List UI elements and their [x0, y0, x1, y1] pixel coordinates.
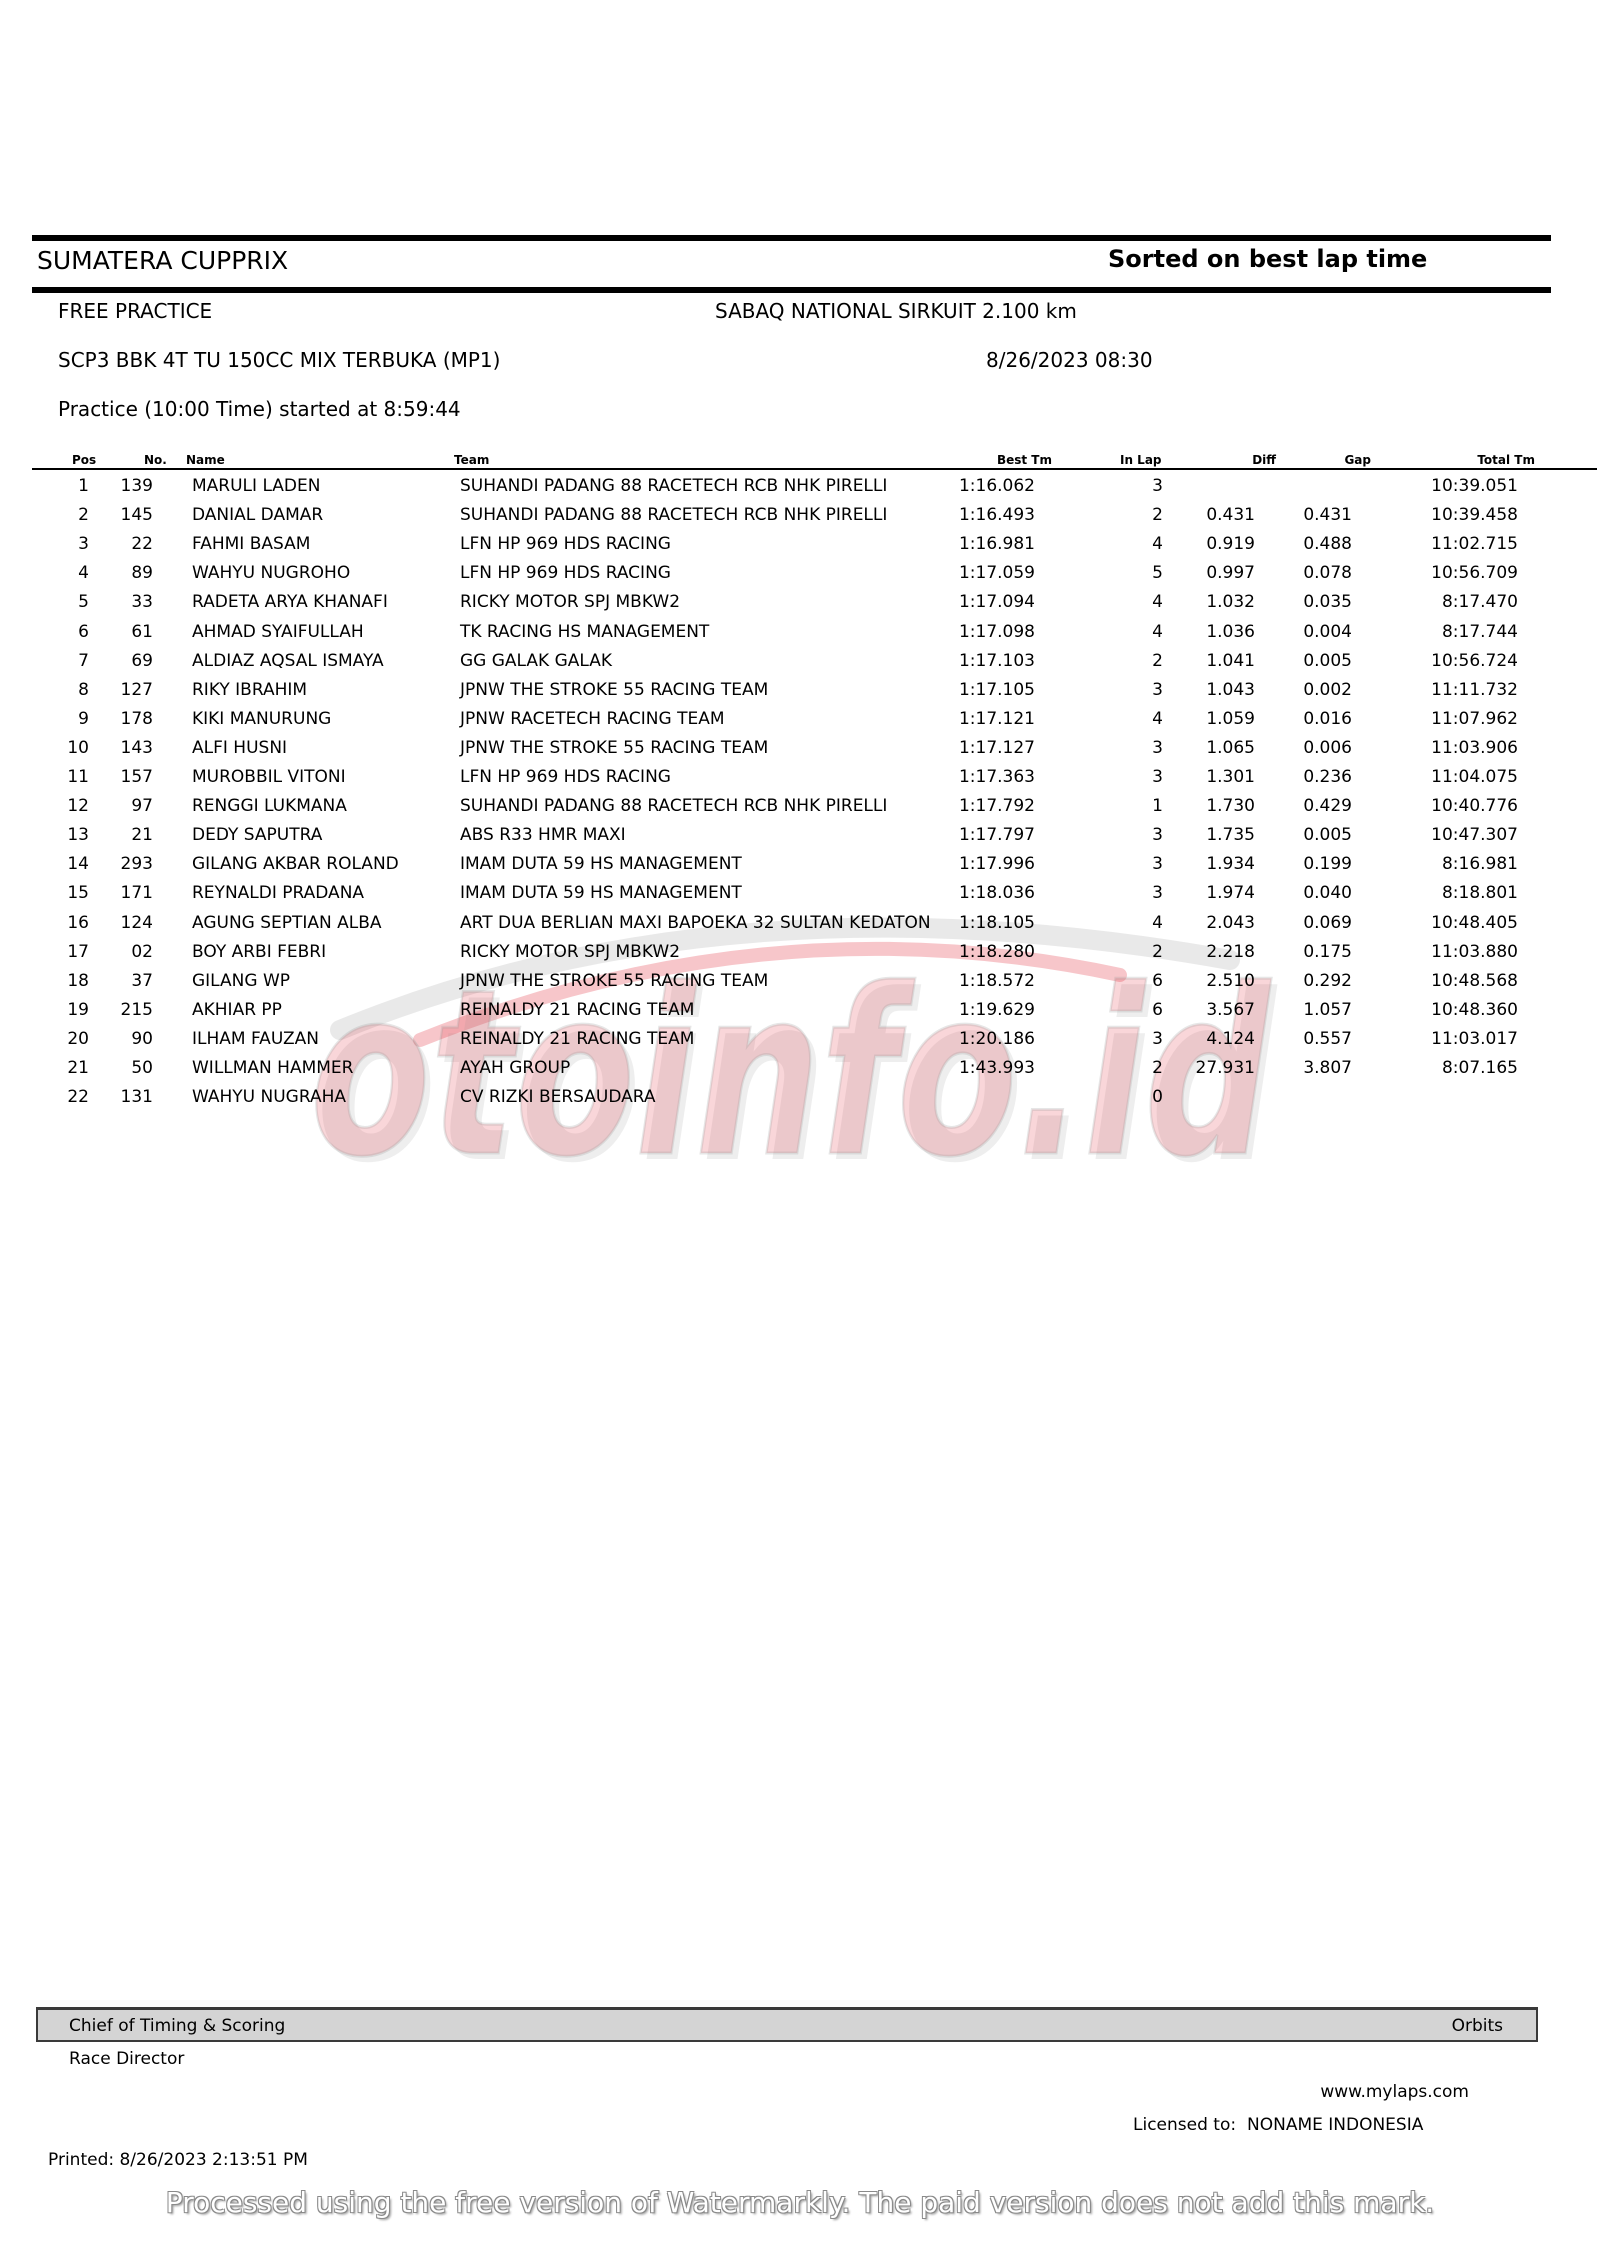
- cell-in-lap: 3: [1152, 737, 1163, 758]
- cell-diff: 1.065: [1206, 737, 1255, 758]
- cell-team: RICKY MOTOR SPJ MBKW2: [460, 941, 681, 962]
- cell-pos: 18: [67, 970, 89, 991]
- cell-diff: 1.301: [1206, 767, 1255, 787]
- cell-best: 1:17.059: [958, 563, 1035, 584]
- column-header-gap: Gap: [1344, 453, 1371, 467]
- header-rule: [32, 287, 1551, 293]
- top-rule: [32, 235, 1551, 241]
- cell-in-lap: 5: [1152, 563, 1163, 584]
- cell-total: 8:18.801: [1441, 883, 1518, 904]
- result-row: [0, 938, 1600, 967]
- cell-best: 1:18.036: [958, 883, 1035, 904]
- cell-total: 11:03.906: [1431, 737, 1518, 758]
- cell-name: ILHAM FAUZAN: [192, 1028, 319, 1049]
- cell-name: BOY ARBI FEBRI: [192, 941, 327, 962]
- cell-diff: 1.730: [1206, 796, 1255, 817]
- cell-total: 10:48.405: [1431, 912, 1518, 933]
- result-row: [0, 734, 1600, 763]
- cell-total: 11:07.962: [1431, 708, 1518, 729]
- cell-best: 1:17.996: [958, 854, 1035, 875]
- cell-gap: 0.175: [1303, 941, 1352, 962]
- cell-no: 178: [120, 708, 153, 729]
- cell-no: 89: [131, 563, 153, 584]
- cell-gap: 0.488: [1303, 534, 1352, 555]
- cell-diff: 1.974: [1206, 883, 1255, 904]
- cell-diff: 2.043: [1206, 912, 1255, 933]
- cell-team: ABS R33 HMR MAXI: [460, 825, 626, 846]
- cell-total: 10:39.051: [1431, 476, 1518, 496]
- sort-note: Sorted on best lap time: [1108, 245, 1428, 273]
- circuit-name: SABAQ NATIONAL SIRKUIT 2.100 km: [715, 299, 1077, 323]
- cell-total: 10:56.724: [1431, 650, 1518, 671]
- cell-diff: 1.043: [1206, 679, 1255, 700]
- cell-total: 11:03.017: [1431, 1028, 1518, 1049]
- cell-pos: 7: [78, 650, 89, 671]
- cell-pos: 2: [78, 505, 89, 526]
- cell-name: AHMAD SYAIFULLAH: [192, 621, 364, 642]
- cell-diff: 1.032: [1206, 592, 1255, 613]
- cell-team: IMAM DUTA 59 HS MANAGEMENT: [460, 854, 742, 875]
- cell-gap: 0.557: [1303, 1028, 1352, 1049]
- cell-gap: 0.006: [1303, 737, 1352, 758]
- cell-name: KIKI MANURUNG: [192, 708, 332, 729]
- cell-diff: 0.997: [1206, 563, 1255, 584]
- cell-total: 10:39.458: [1431, 505, 1518, 526]
- cell-team: REINALDY 21 RACING TEAM: [460, 999, 695, 1020]
- cell-pos: 22: [67, 1087, 89, 1108]
- cell-gap: 0.035: [1303, 592, 1352, 613]
- cell-gap: 0.431: [1303, 505, 1352, 526]
- cell-in-lap: 4: [1152, 912, 1163, 933]
- cell-no: 37: [131, 970, 153, 991]
- cell-no: 33: [131, 592, 153, 613]
- cell-best: 1:18.572: [958, 970, 1035, 991]
- cell-name: GILANG WP: [192, 970, 291, 991]
- session-type: FREE PRACTICE: [58, 299, 213, 323]
- cell-no: 127: [120, 679, 153, 700]
- cell-no: 21: [131, 825, 153, 846]
- cell-diff: 0.431: [1206, 505, 1255, 526]
- result-row: [0, 676, 1600, 705]
- cell-in-lap: 6: [1152, 999, 1163, 1020]
- cell-team: CV RIZKI BERSAUDARA: [460, 1087, 656, 1108]
- result-row: [0, 1054, 1600, 1083]
- cell-no: 171: [120, 883, 153, 904]
- cell-total: 10:56.709: [1431, 563, 1518, 584]
- licensee-name: NONAME INDONESIA: [1247, 2115, 1424, 2135]
- cell-no: 131: [120, 1087, 153, 1108]
- cell-no: 22: [131, 534, 153, 555]
- cell-gap: 1.057: [1303, 999, 1352, 1020]
- class-name: SCP3 BBK 4T TU 150CC MIX TERBUKA (MP1): [58, 348, 501, 372]
- cell-in-lap: 2: [1152, 1058, 1163, 1078]
- cell-name: GILANG AKBAR ROLAND: [192, 854, 399, 875]
- cell-total: 8:17.470: [1441, 592, 1518, 613]
- cell-pos: 13: [67, 825, 89, 846]
- cell-best: 1:17.792: [958, 796, 1035, 817]
- cell-name: DANIAL DAMAR: [192, 505, 324, 526]
- result-row: [0, 996, 1600, 1025]
- cell-no: 50: [131, 1058, 153, 1078]
- cell-team: LFN HP 969 HDS RACING: [460, 767, 671, 787]
- cell-diff: 0.919: [1206, 534, 1255, 555]
- cell-in-lap: 3: [1152, 679, 1163, 700]
- cell-in-lap: 2: [1152, 650, 1163, 671]
- cell-diff: 3.567: [1206, 999, 1255, 1020]
- website-text: www.mylaps.com: [1320, 2082, 1469, 2102]
- cell-best: 1:17.094: [958, 592, 1035, 613]
- cell-diff: 27.931: [1195, 1058, 1255, 1078]
- cell-diff: 1.059: [1206, 708, 1255, 729]
- result-row: [0, 705, 1600, 734]
- cell-in-lap: 3: [1152, 883, 1163, 904]
- cell-pos: 10: [67, 737, 89, 758]
- cell-team: SUHANDI PADANG 88 RACETECH RCB NHK PIRELLI: [460, 796, 888, 817]
- cell-name: ALFI HUSNI: [192, 737, 288, 758]
- result-row: [0, 647, 1600, 676]
- cell-total: 10:40.776: [1431, 796, 1518, 817]
- column-header-no: No.: [144, 453, 167, 467]
- cell-team: JPNW RACETECH RACING TEAM: [460, 708, 725, 729]
- cell-in-lap: 3: [1152, 767, 1163, 787]
- cell-name: FAHMI BASAM: [192, 534, 311, 555]
- cell-in-lap: 3: [1152, 854, 1163, 875]
- cell-gap: 0.016: [1303, 708, 1352, 729]
- result-row: [0, 850, 1600, 879]
- cell-pos: 4: [78, 563, 89, 584]
- cell-best: 1:20.186: [958, 1028, 1035, 1049]
- cell-pos: 1: [78, 476, 89, 496]
- result-row: [0, 588, 1600, 617]
- cell-total: 10:47.307: [1431, 825, 1518, 846]
- cell-in-lap: 0: [1152, 1087, 1163, 1108]
- cell-pos: 8: [78, 679, 89, 700]
- cell-total: 11:11.732: [1431, 679, 1518, 700]
- result-row: [0, 967, 1600, 996]
- cell-name: ALDIAZ AQSAL ISMAYA: [192, 650, 384, 671]
- cell-pos: 14: [67, 854, 89, 875]
- cell-best: 1:17.105: [958, 679, 1035, 700]
- cell-pos: 5: [78, 592, 89, 613]
- cell-diff: 2.510: [1206, 970, 1255, 991]
- cell-in-lap: 4: [1152, 708, 1163, 729]
- cell-name: WAHYU NUGRAHA: [192, 1087, 347, 1108]
- cell-diff: 1.036: [1206, 621, 1255, 642]
- cell-best: 1:17.098: [958, 621, 1035, 642]
- cell-diff: 4.124: [1206, 1028, 1255, 1049]
- cell-gap: 0.005: [1303, 650, 1352, 671]
- cell-best: 1:43.993: [958, 1058, 1035, 1078]
- cell-pos: 17: [67, 941, 89, 962]
- cell-pos: 6: [78, 621, 89, 642]
- result-row: [0, 1025, 1600, 1054]
- cell-best: 1:16.062: [958, 476, 1035, 496]
- cell-team: SUHANDI PADANG 88 RACETECH RCB NHK PIRELLI: [460, 505, 888, 526]
- result-row: [0, 1083, 1600, 1112]
- cell-gap: 0.078: [1303, 563, 1352, 584]
- result-row: [0, 501, 1600, 530]
- result-row: [0, 618, 1600, 647]
- cell-no: 293: [120, 854, 153, 875]
- cell-best: 1:17.121: [958, 708, 1035, 729]
- cell-name: WAHYU NUGROHO: [192, 563, 351, 584]
- cell-gap: 0.004: [1303, 621, 1352, 642]
- cell-team: IMAM DUTA 59 HS MANAGEMENT: [460, 883, 742, 904]
- cell-name: WILLMAN HAMMER: [192, 1058, 354, 1078]
- cell-no: 97: [131, 796, 153, 817]
- column-header-rule: [32, 468, 1597, 470]
- cell-gap: 0.292: [1303, 970, 1352, 991]
- cell-total: 8:17.744: [1441, 621, 1518, 642]
- cell-best: 1:17.127: [958, 737, 1035, 758]
- column-header-pos: Pos: [72, 453, 97, 467]
- result-row: [0, 559, 1600, 588]
- cell-name: AKHIAR PP: [192, 999, 282, 1020]
- cell-pos: 11: [67, 767, 89, 787]
- cell-gap: 0.199: [1303, 854, 1352, 875]
- session-datetime: 8/26/2023 08:30: [986, 348, 1153, 372]
- licensed-to-label: Licensed to:: [1133, 2115, 1237, 2135]
- session-start-info: Practice (10:00 Time) started at 8:59:44: [58, 397, 461, 421]
- cell-best: 1:19.629: [958, 999, 1035, 1020]
- column-header-in-lap: In Lap: [1120, 453, 1162, 467]
- cell-gap: 0.429: [1303, 796, 1352, 817]
- column-header-team: Team: [454, 453, 490, 467]
- cell-total: 11:03.880: [1431, 941, 1518, 962]
- cell-total: 10:48.360: [1431, 999, 1518, 1020]
- cell-team: AYAH GROUP: [460, 1058, 571, 1078]
- cell-no: 157: [120, 767, 153, 787]
- cell-in-lap: 2: [1152, 505, 1163, 526]
- cell-best: 1:16.493: [958, 505, 1035, 526]
- cell-pos: 3: [78, 534, 89, 555]
- column-header-total-time: Total Tm: [1477, 453, 1535, 467]
- cell-gap: 0.005: [1303, 825, 1352, 846]
- cell-gap: 0.040: [1303, 883, 1352, 904]
- cell-in-lap: 4: [1152, 534, 1163, 555]
- cell-team: ART DUA BERLIAN MAXI BAPOEKA 32 SULTAN KEDATON: [460, 912, 931, 933]
- cell-gap: 0.069: [1303, 912, 1352, 933]
- cell-team: JPNW THE STROKE 55 RACING TEAM: [460, 737, 769, 758]
- cell-pos: 20: [67, 1028, 89, 1049]
- chief-of-timing-label: Chief of Timing & Scoring: [69, 2016, 286, 2036]
- watermarkly-notice: Processed using the free version of Watermarkly. The paid version does not add this mark.: [165, 2186, 1435, 2219]
- cell-diff: 1.934: [1206, 854, 1255, 875]
- event-title: SUMATERA CUPPRIX: [37, 246, 289, 275]
- cell-best: 1:18.105: [958, 912, 1035, 933]
- cell-no: 69: [131, 650, 153, 671]
- column-header-best-time: Best Tm: [996, 453, 1052, 467]
- cell-in-lap: 4: [1152, 621, 1163, 642]
- cell-name: RADETA ARYA KHANAFI: [192, 592, 388, 613]
- cell-best: 1:17.103: [958, 650, 1035, 671]
- cell-name: RIKY IBRAHIM: [192, 679, 308, 700]
- cell-team: JPNW THE STROKE 55 RACING TEAM: [460, 970, 769, 991]
- cell-pos: 9: [78, 708, 89, 729]
- cell-name: MARULI LADEN: [192, 476, 321, 496]
- cell-name: RENGGI LUKMANA: [192, 796, 347, 817]
- cell-team: RICKY MOTOR SPJ MBKW2: [460, 592, 681, 613]
- cell-team: REINALDY 21 RACING TEAM: [460, 1028, 695, 1049]
- race-director-label: Race Director: [69, 2049, 185, 2069]
- cell-diff: 1.735: [1206, 825, 1255, 846]
- cell-best: 1:17.363: [958, 767, 1035, 787]
- cell-total: 10:48.568: [1431, 970, 1518, 991]
- cell-pos: 12: [67, 796, 89, 817]
- cell-total: 8:16.981: [1441, 854, 1518, 875]
- result-row: [0, 472, 1600, 501]
- timing-system-label: Orbits: [1451, 2016, 1503, 2036]
- cell-no: 02: [131, 941, 153, 962]
- cell-team: GG GALAK GALAK: [460, 650, 613, 671]
- cell-team: JPNW THE STROKE 55 RACING TEAM: [460, 679, 769, 700]
- cell-pos: 19: [67, 999, 89, 1020]
- logo-text: otoinfo.id: [310, 941, 1272, 1180]
- cell-gap: 0.236: [1303, 767, 1352, 787]
- cell-team: SUHANDI PADANG 88 RACETECH RCB NHK PIRELLI: [460, 476, 888, 496]
- cell-best: 1:18.280: [958, 941, 1035, 962]
- cell-total: 11:02.715: [1431, 534, 1518, 555]
- cell-team: LFN HP 969 HDS RACING: [460, 563, 671, 584]
- cell-in-lap: 3: [1152, 1028, 1163, 1049]
- cell-in-lap: 6: [1152, 970, 1163, 991]
- cell-diff: 2.218: [1206, 941, 1255, 962]
- cell-name: AGUNG SEPTIAN ALBA: [192, 912, 382, 933]
- cell-in-lap: 3: [1152, 476, 1163, 496]
- cell-name: DEDY SAPUTRA: [192, 825, 323, 846]
- cell-no: 215: [120, 999, 153, 1020]
- result-row: [0, 909, 1600, 938]
- cell-in-lap: 3: [1152, 825, 1163, 846]
- cell-diff: 1.041: [1206, 650, 1255, 671]
- cell-no: 139: [120, 476, 153, 496]
- cell-team: TK RACING HS MANAGEMENT: [460, 621, 710, 642]
- cell-total: 8:07.165: [1441, 1058, 1518, 1078]
- cell-best: 1:16.981: [958, 534, 1035, 555]
- cell-in-lap: 2: [1152, 941, 1163, 962]
- column-header-diff: Diff: [1252, 453, 1276, 467]
- cell-pos: 16: [67, 912, 89, 933]
- logo-shadow-text: otoinfo.id: [316, 947, 1278, 1180]
- cell-team: LFN HP 969 HDS RACING: [460, 534, 671, 555]
- cell-name: MUROBBIL VITONI: [192, 767, 346, 787]
- column-header-name: Name: [186, 453, 225, 467]
- cell-no: 145: [120, 505, 153, 526]
- cell-best: 1:17.797: [958, 825, 1035, 846]
- result-row: [0, 530, 1600, 559]
- cell-pos: 21: [67, 1058, 89, 1078]
- cell-no: 124: [120, 912, 153, 933]
- results-table: [0, 472, 1600, 1122]
- result-row: [0, 763, 1600, 792]
- cell-pos: 15: [67, 883, 89, 904]
- cell-gap: 3.807: [1303, 1058, 1352, 1078]
- printed-timestamp: Printed: 8/26/2023 2:13:51 PM: [48, 2150, 308, 2170]
- cell-no: 61: [131, 621, 153, 642]
- cell-total: 11:04.075: [1431, 767, 1518, 787]
- cell-no: 143: [120, 737, 153, 758]
- cell-gap: 0.002: [1303, 679, 1352, 700]
- result-row: [0, 821, 1600, 850]
- result-row: [0, 879, 1600, 908]
- cell-name: REYNALDI PRADANA: [192, 883, 365, 904]
- cell-no: 90: [131, 1028, 153, 1049]
- cell-in-lap: 1: [1152, 796, 1163, 817]
- result-row: [0, 792, 1600, 821]
- cell-in-lap: 4: [1152, 592, 1163, 613]
